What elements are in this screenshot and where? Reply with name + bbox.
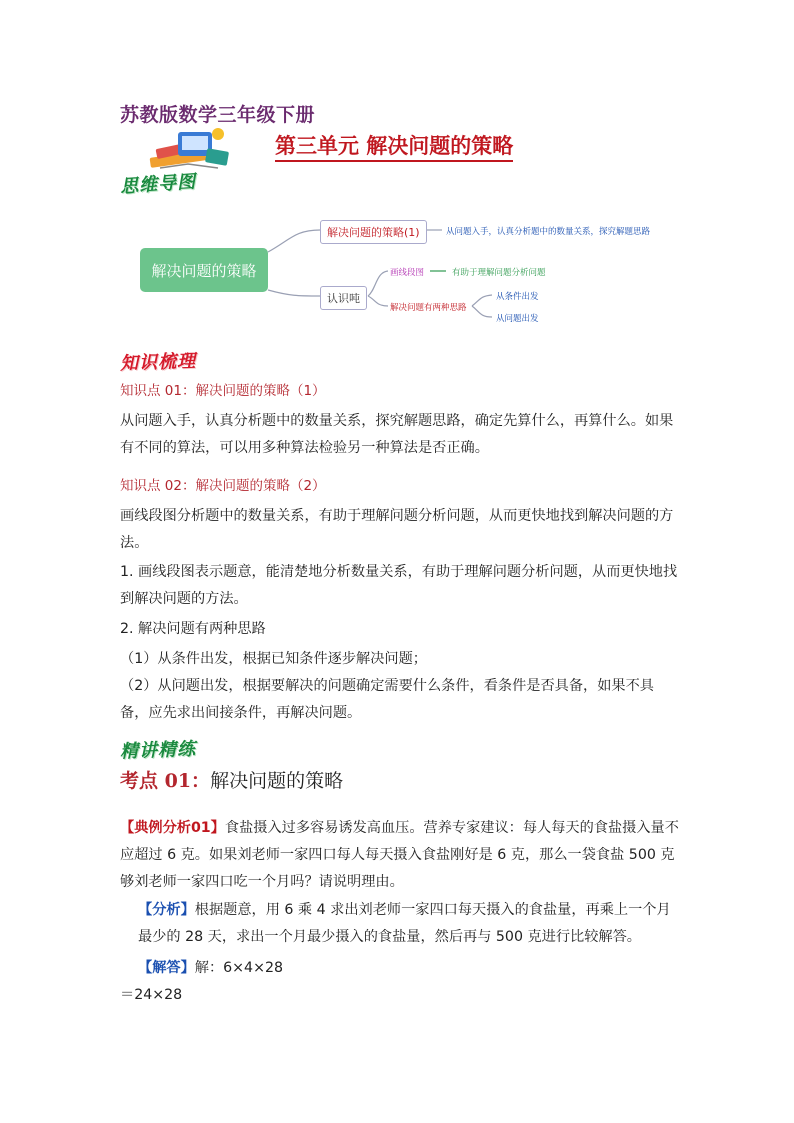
exam-point-title bbox=[120, 766, 343, 793]
analysis-tag: 【分析】 bbox=[138, 902, 195, 918]
analysis-text: 根据题意，用 6 乘 4 求出刘老师一家四口每天摄入的食盐量，再乘上一个月最少的 28 天，求出一个月最少摄入的食盐量，然后再与 500 克进行比较解答。 bbox=[138, 902, 671, 945]
knowledge-point-1-text: 从问题入手，认真分析题中的数量关系，探究解题思路，确定先算什么，再算什么。如果有不同的算法，可以用多种算法检验另一种算法是否正确。 bbox=[120, 413, 674, 456]
mind-map-sub-line-diagram: 画线段图 bbox=[390, 268, 425, 278]
knowledge-point-2-item-1: 1. 画线段图表示题意，能清楚地分析数量关系，有助于理解问题分析问题，从而更快地找到解决问题的方法。 bbox=[120, 564, 678, 607]
mind-map-sub-line-diagram-desc: 有助于理解问题分析问题 bbox=[452, 268, 546, 278]
section-drill-title: 精讲精练 bbox=[119, 738, 197, 763]
mind-map-center-node: 解决问题的策略 bbox=[140, 248, 268, 292]
knowledge-point-2-item-2: 2. 解决问题有两种思路 bbox=[120, 621, 266, 637]
unit-title: 第三单元 解决问题的策略 bbox=[275, 133, 513, 162]
mind-map-leaf-from-conditions: 从条件出发 bbox=[496, 292, 539, 302]
section-knowledge-title: 知识梳理 bbox=[119, 350, 197, 375]
example-tag: 【典例分析01】 bbox=[120, 820, 225, 836]
example-text: 食盐摄入过多容易诱发高血压。营养专家建议：每人每天的食盐摄入量不应超过 6 克。如果刘老师一家四口每人每天摄入食盐刚好是 6 克，那么一袋食盐 500 克够刘老师一家四口吃一个月吗？请说明理由。 bbox=[120, 820, 679, 890]
section-mind-map-title: 思维导图 bbox=[119, 171, 197, 198]
answer-tag: 【解答】 bbox=[138, 960, 195, 976]
mind-map-leaf-from-question: 从问题出发 bbox=[496, 314, 539, 324]
knowledge-point-2-item-2a: （1）从条件出发，根据已知条件逐步解决问题； bbox=[120, 651, 427, 667]
exam-point-lead: 考点 01： bbox=[120, 770, 211, 792]
example-problem bbox=[120, 815, 680, 896]
answer-line-2: ＝24×28 bbox=[120, 987, 183, 1003]
knowledge-point-2-text: 画线段图分析题中的数量关系，有助于理解问题分析问题，从而更快地找到解决问题的方法。 bbox=[120, 508, 674, 551]
exam-point-name: 解决问题的策略 bbox=[210, 770, 344, 792]
mind-map-sub-two-ways: 解决问题有两种思路 bbox=[390, 303, 467, 313]
analysis-block bbox=[120, 897, 680, 951]
book-title: 苏教版数学三年级下册 bbox=[120, 104, 316, 126]
knowledge-point-1-title: 知识点 01：解决问题的策略（1） bbox=[120, 383, 326, 399]
answer-block bbox=[120, 955, 680, 982]
mind-map-branch-ton: 认识吨 bbox=[320, 286, 367, 310]
mind-map-connectors bbox=[0, 0, 794, 340]
answer-line-1: 解：6×4×28 bbox=[194, 960, 284, 976]
mind-map-branch-strategy: 解决问题的策略(1) bbox=[320, 220, 427, 244]
knowledge-point-2-item-2b: （2）从问题出发，根据要解决的问题确定需要什么条件，看条件是否具备，如果不具备，应先求出间接条件，再解决问题。 bbox=[120, 678, 654, 721]
knowledge-point-2-title: 知识点 02：解决问题的策略（2） bbox=[120, 478, 326, 494]
mind-map-branch-strategy-desc: 从问题入手，认真分析题中的数量关系，探究解题思路 bbox=[446, 227, 651, 237]
